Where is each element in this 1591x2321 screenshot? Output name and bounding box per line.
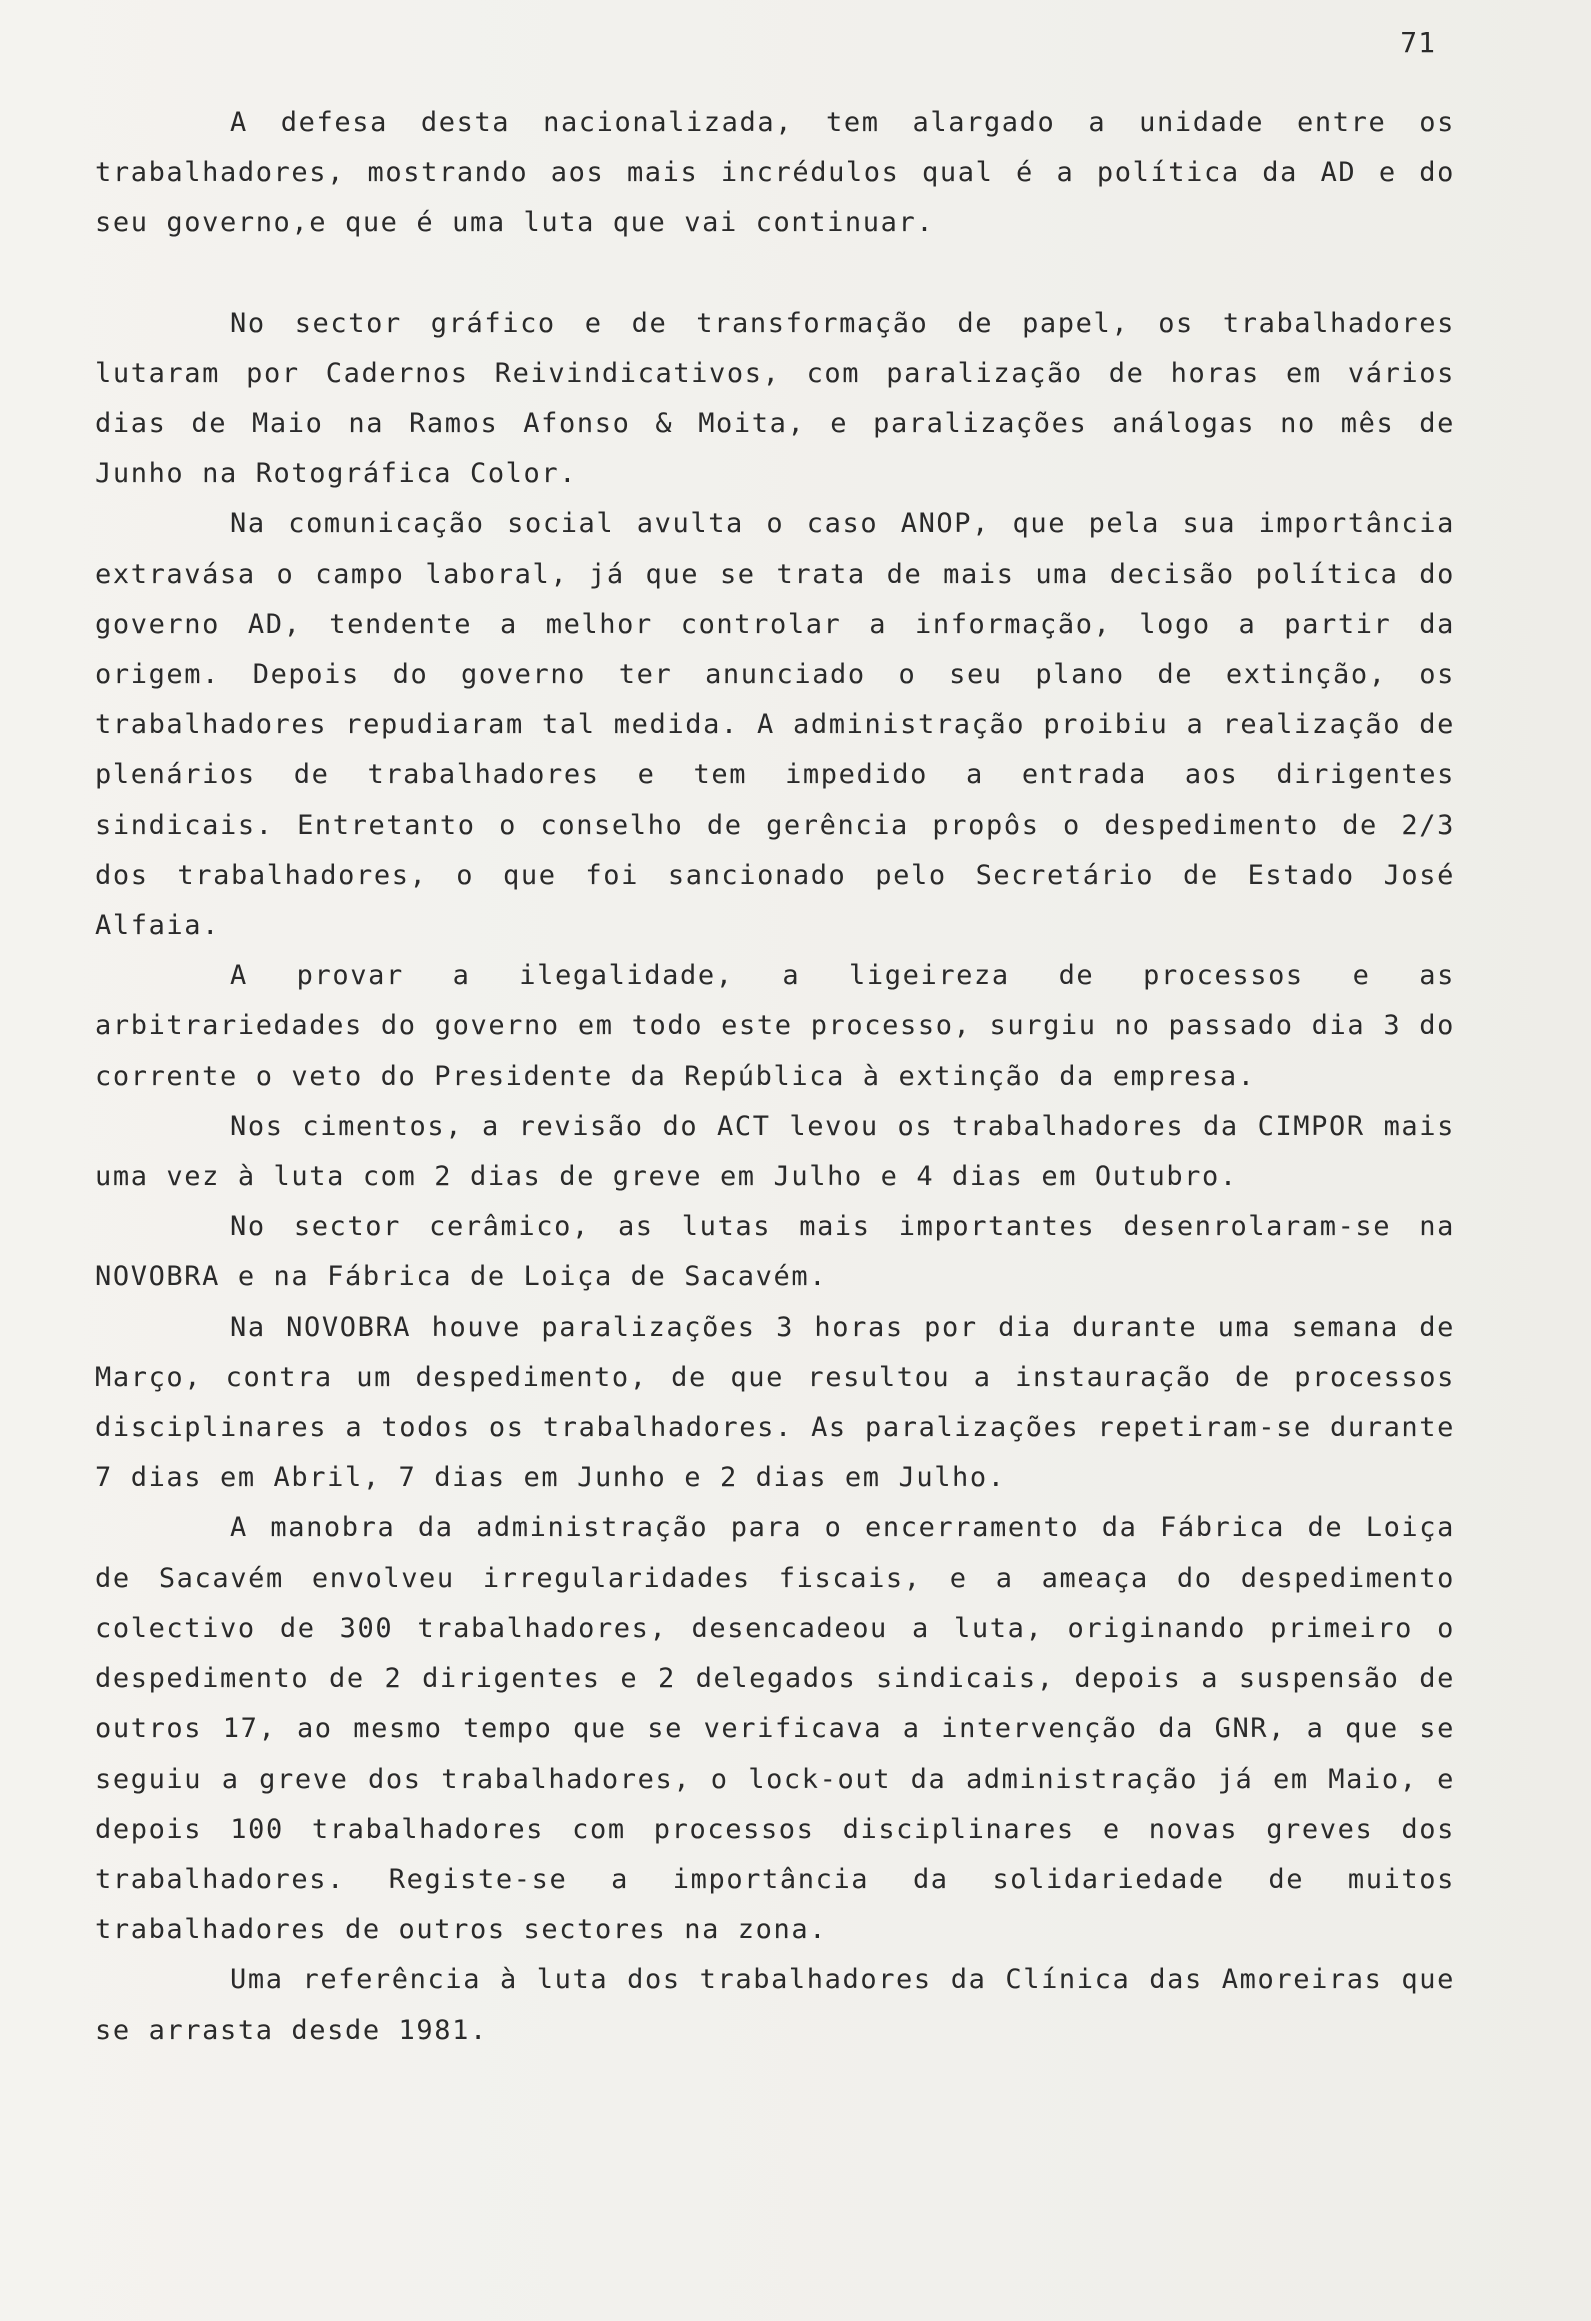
paragraph-clinica-amoreiras: Uma referência à luta dos trabalhadores da Clínica das Amoreiras que se arrasta desde 1981. [95,1964,1455,2046]
paragraph-sector-ceramico: No sector cerâmico, as lutas mais importantes desenrolaram-se na NOVOBRA e na Fábrica de Loiça de Sacavém. [95,1211,1455,1293]
page-number: 71 [1400,26,1436,59]
paragraph-novobra: Na NOVOBRA houve paralizações 3 horas por dia durante uma semana de Março, contra um despedimento, de que resultou a instauração de processos disciplinares a todos os trabalhadores. As paralizações repetiram-se durante 7 dias em Abril, 7 dias em Junho e 2 dias em Julho. [95,1311,1455,1494]
paragraph-defesa-nacionalizada: A defesa desta nacionalizada, tem alargado a unidade entre os trabalhadores, mostrando aos mais incrédulos qual é a política da AD e do seu governo,e que é uma luta que vai continuar. [95,107,1455,239]
paragraph-ilegalidade-veto: A provar a ilegalidade, a ligeireza de processos e as arbitrariedades do governo em todo este processo, surgiu no passado dia 3 do corrente o veto do Presidente da República à extinção da empresa. [95,960,1455,1092]
paragraph-fabrica-sacavem: A manobra da administração para o encerramento da Fábrica de Loiça de Sacavém envolveu irregularidades fiscais, e a ameaça do despedimento colectivo de 300 trabalhadores, desencadeou a luta, originando primeiro o despedimento de 2 dirigentes e 2 delegados sindicais, depois a suspensão de outros 17, ao mesmo tempo que se verificava a intervenção da GNR, a que se seguiu a greve dos trabalhadores, o lock-out da administração já em Maio, e depois 100 trabalhadores com processos disciplinares e novas greves dos trabalhadores. Registe-se a importância da solidariedade de muitos trabalhadores de outros sectores na zona. [95,1512,1455,1946]
paragraph-comunicacao-social: Na comunicação social avulta o caso ANOP, que pela sua importância extravása o campo laboral, já que se trata de mais uma decisão política do governo AD, tendente a melhor controlar a informação, logo a partir da origem. Depois do governo ter anunciado o seu plano de extinção, os trabalhadores repudiaram tal medida. A administração proibiu a realização de plenários de trabalhadores e tem impedido a entrada aos dirigentes sindicais. Entretanto o conselho de gerência propôs o despedimento de 2/3 dos trabalhadores, o que foi sancionado pelo Secretário de Estado José Alfaia. [95,508,1455,942]
paragraph-sector-grafico: No sector gráfico e de transformação de papel, os trabalhadores lutaram por Cadernos Reivindicativos, com paralização de horas em vários dias de Maio na Ramos Afonso & Moita, e paralizações análogas no mês de Junho na Rotográfica Color. [95,307,1455,490]
paragraph-cimentos: Nos cimentos, a revisão do ACT levou os trabalhadores da CIMPOR mais uma vez à luta com 2 dias de greve em Julho e 4 dias em Outubro. [95,1110,1455,1193]
document-body [95,98,1455,2056]
